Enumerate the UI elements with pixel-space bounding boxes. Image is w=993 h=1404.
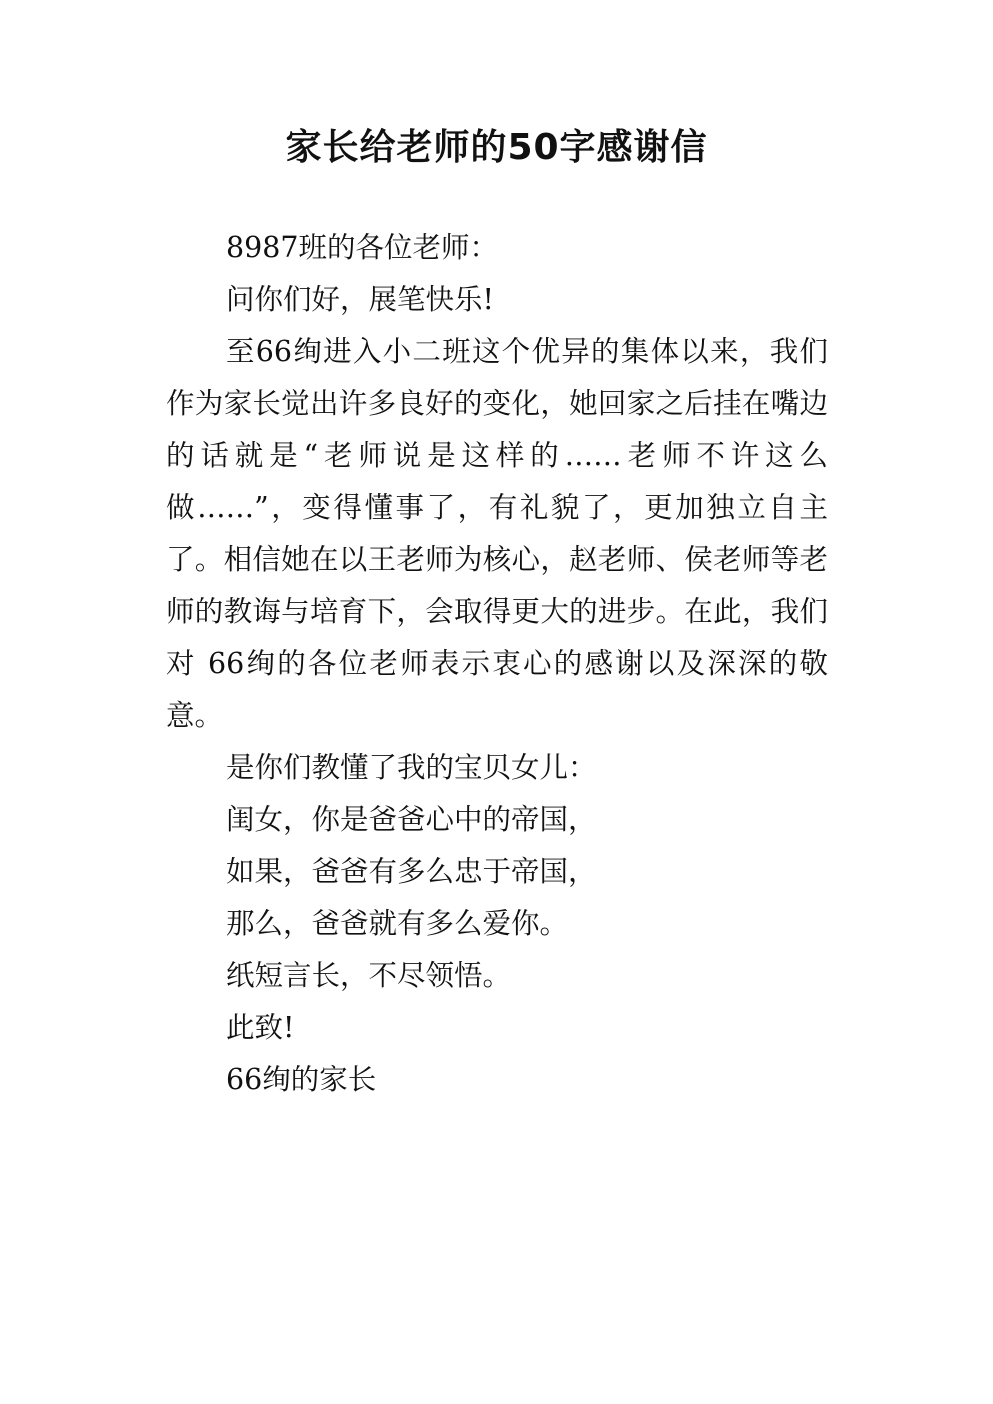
intro-line: 是你们教懂了我的宝贝女儿： xyxy=(226,751,597,784)
signature: 66绚的家长 xyxy=(226,1063,377,1096)
letter-body xyxy=(166,222,828,1106)
main-paragraph: 至66绚进入小二班这个优异的集体以来，我们作为家长觉出许多良好的变化，她回家之后挂在嘴边的话就是“老师说是这样的……老师不许这么做……”，变得懂事了，有礼貌了，更加独立自主了。相信她在以王老师为核心，赵老师、侯老师等老师的教诲与培育下，会取得更大的进步。在此，我们对 66绚的各位老师表示衷心的感谢以及深深的敬意。 xyxy=(166,335,828,732)
poem-line-3: 那么，爸爸就有多么爱你。 xyxy=(226,907,569,940)
document-title: 家长给老师的50字感谢信 xyxy=(285,127,708,168)
sign-off: 此致! xyxy=(226,1011,295,1044)
poem-line-2: 如果，爸爸有多么忠于帝国， xyxy=(226,855,597,888)
greeting: 问你们好，展笔快乐! xyxy=(226,283,494,316)
poem-line-1: 闺女，你是爸爸心中的帝国， xyxy=(226,803,597,836)
closing-line: 纸短言长，不尽领悟。 xyxy=(226,959,512,992)
salutation: 8987班的各位老师： xyxy=(226,231,499,264)
